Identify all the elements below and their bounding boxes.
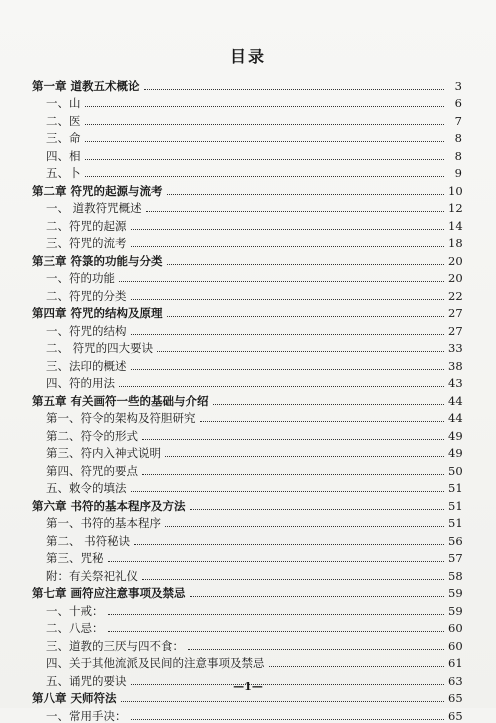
- dot-leader: [108, 630, 445, 632]
- toc-page-number: 60: [448, 621, 463, 635]
- toc-page-number: 61: [448, 656, 463, 670]
- dot-leader: [188, 648, 444, 650]
- toc-entry-title: 第六章 书符的基本程序及方法: [32, 498, 186, 513]
- toc-page-number: 44: [448, 411, 463, 425]
- toc-page-number: 27: [448, 306, 463, 320]
- toc-page-number: 22: [448, 288, 463, 303]
- toc-section-row: [32, 460, 462, 478]
- toc-entry-title: 三、命: [46, 131, 81, 145]
- toc-entry-title: 二、八忌：: [46, 621, 104, 635]
- toc-page-number: 51: [448, 516, 463, 530]
- toc-section-row: [32, 408, 462, 426]
- toc-chapter-row: [32, 250, 462, 268]
- toc-chapter-row: [32, 583, 462, 601]
- dot-leader: [85, 158, 445, 160]
- dot-leader: [108, 560, 445, 562]
- dot-leader: [131, 298, 445, 300]
- toc-entry-title: 三、道教的三厌与四不食：: [46, 638, 184, 653]
- dot-leader: [131, 490, 445, 492]
- toc-page-number: 9: [454, 166, 462, 180]
- dot-leader: [165, 455, 444, 457]
- toc-chapter-row: [32, 75, 462, 93]
- dot-leader: [142, 578, 444, 580]
- toc-page-number: 63: [448, 673, 463, 688]
- toc-entry-title: 四、相: [46, 148, 81, 163]
- toc-entry-title: 第四章 符咒的结构及原理: [32, 306, 163, 320]
- toc-page-number: 60: [448, 638, 463, 653]
- toc-section-row: [32, 215, 462, 233]
- toc-section-row: [32, 285, 462, 303]
- toc-entry-title: 第三章 符箓的功能与分类: [32, 253, 163, 268]
- toc-page-number: 12: [448, 201, 463, 215]
- toc-page-number: 14: [448, 218, 463, 233]
- toc-page-number: 65: [448, 691, 463, 705]
- dot-leader: [213, 403, 444, 405]
- toc-entry-title: 五、诵咒的要诀: [46, 673, 127, 688]
- toc-section-row: [32, 443, 462, 461]
- toc-section-row: [32, 513, 462, 531]
- toc-page-number: 3: [454, 78, 462, 93]
- toc-entry-title: 一、山: [46, 96, 81, 110]
- toc-entry-title: 第四、符咒的要点: [46, 463, 138, 478]
- toc-entry-title: 三、法印的概述: [46, 358, 127, 373]
- toc-chapter-row: [32, 390, 462, 408]
- toc-section-row: [32, 653, 462, 671]
- dot-leader: [190, 595, 444, 597]
- toc-entry-title: 第一、符令的架构及符胆研究: [46, 411, 196, 425]
- toc-page-number: 44: [448, 393, 463, 408]
- toc-entry-title: 一、 道教符咒概述: [46, 201, 142, 215]
- dot-leader: [131, 368, 445, 370]
- toc-section-row: [32, 635, 462, 653]
- toc-page-number: 7: [454, 113, 462, 128]
- toc-page-number: 6: [454, 96, 462, 110]
- page-number-footer: —1—: [233, 680, 263, 693]
- toc-entry-title: 第三、咒秘: [46, 551, 104, 565]
- toc-section-row: [32, 233, 462, 251]
- toc-page-number: 49: [448, 428, 463, 443]
- dot-leader: [146, 210, 444, 212]
- toc-page-number: 58: [448, 568, 463, 583]
- toc-entry-title: 一、符的功能: [46, 271, 115, 285]
- toc-page-number: 51: [448, 481, 463, 495]
- dot-leader: [131, 333, 445, 335]
- toc-entry-title: 一、符咒的结构: [46, 323, 127, 338]
- dot-leader: [200, 420, 445, 422]
- toc-entry-title: 第二章 符咒的起源与流考: [32, 183, 163, 198]
- toc-page-number: 49: [448, 446, 463, 460]
- toc-page-number: 59: [448, 586, 463, 600]
- toc-entry-title: 第二、符令的形式: [46, 428, 138, 443]
- toc-section-row: [32, 618, 462, 636]
- toc-page-number: 65: [448, 708, 463, 723]
- dot-leader: [119, 385, 444, 387]
- dot-leader: [167, 263, 444, 265]
- dot-leader: [131, 718, 445, 720]
- toc-page-number: 59: [448, 603, 463, 618]
- toc-section-row: [32, 355, 462, 373]
- dot-leader: [144, 88, 444, 90]
- dot-leader: [165, 525, 444, 527]
- dot-leader: [85, 140, 445, 142]
- toc-section-row: [32, 198, 462, 216]
- toc-entry-title: 五、敕令的填法: [46, 481, 127, 495]
- toc-entry-title: 二、符咒的起源: [46, 218, 127, 233]
- toc-section-row: [32, 268, 462, 286]
- toc-entry-title: 第二、 书符秘诀: [46, 533, 131, 548]
- toc-entry-title: 附：有关祭祀礼仪: [46, 568, 138, 583]
- dot-leader: [167, 193, 444, 195]
- toc-section-row: [32, 320, 462, 338]
- toc-page-number: 8: [454, 148, 462, 163]
- toc-page-number: 43: [448, 376, 463, 390]
- dot-leader: [142, 473, 444, 475]
- toc-entry-title: 第七章 画符应注意事项及禁忌: [32, 586, 186, 600]
- toc-section-row: [32, 600, 462, 618]
- dot-leader: [108, 613, 445, 615]
- toc-page-number: 18: [448, 236, 463, 250]
- dot-leader: [167, 315, 444, 317]
- dot-leader: [269, 665, 445, 667]
- toc-section-row: [32, 548, 462, 566]
- toc-section-row: [32, 93, 462, 111]
- toc-section-row: [32, 373, 462, 391]
- toc-section-row: [32, 163, 462, 181]
- toc-page-number: 51: [448, 498, 463, 513]
- page-title: 目录: [229, 47, 266, 66]
- toc-section-row: [32, 478, 462, 496]
- dot-leader: [119, 280, 444, 282]
- toc-page-number: 10: [448, 183, 463, 198]
- toc-entry-title: 五、卜: [46, 166, 81, 180]
- toc-section-row: [32, 128, 462, 146]
- toc-entry-title: 四、关于其他流派及民间的注意事项及禁忌: [46, 656, 265, 670]
- toc-page-number: 20: [448, 253, 463, 268]
- dot-leader: [85, 175, 445, 177]
- toc-section-row: [32, 425, 462, 443]
- toc-page-number: 56: [448, 533, 463, 548]
- toc-chapter-row: [32, 303, 462, 321]
- toc-entry-title: 第五章 有关画符一些的基础与介绍: [32, 393, 209, 408]
- toc-page-number: 57: [448, 551, 463, 565]
- toc-entry-title: 三、符咒的流考: [46, 236, 127, 250]
- dot-leader: [190, 508, 444, 510]
- toc-page-number: 38: [448, 358, 463, 373]
- toc-chapter-row: [32, 180, 462, 198]
- toc-section-row: [32, 530, 462, 548]
- toc-page-number: 33: [448, 341, 463, 355]
- toc-entry-title: 第三、符内入神式说明: [46, 446, 161, 460]
- toc-section-row: [32, 338, 462, 356]
- toc-entry-title: 一、常用手决：: [46, 708, 127, 723]
- dot-leader: [131, 228, 445, 230]
- toc-page-number: 50: [448, 463, 463, 478]
- dot-leader: [85, 105, 445, 107]
- dot-leader: [121, 700, 444, 702]
- toc-entry-title: 第一章 道教五术概论: [32, 78, 140, 93]
- toc-section-row: [32, 565, 462, 583]
- table-of-contents: [32, 75, 462, 723]
- dot-leader: [134, 543, 444, 545]
- toc-page-number: 27: [448, 323, 463, 338]
- toc-page-number: 20: [448, 271, 463, 285]
- toc-entry-title: 二、医: [46, 113, 81, 128]
- dot-leader: [157, 350, 444, 352]
- toc-entry-title: 二、符咒的分类: [46, 288, 127, 303]
- toc-section-row: [32, 145, 462, 163]
- toc-entry-title: 第八章 天师符法: [32, 691, 117, 705]
- toc-section-row: [32, 110, 462, 128]
- toc-entry-title: 第一、书符的基本程序: [46, 516, 161, 530]
- dot-leader: [85, 123, 445, 125]
- toc-entry-title: 四、符的用法: [46, 376, 115, 390]
- dot-leader: [131, 245, 445, 247]
- toc-chapter-row: [32, 495, 462, 513]
- dot-leader: [142, 438, 444, 440]
- toc-entry-title: 二、 符咒的四大要诀: [46, 341, 154, 355]
- toc-entry-title: 一、十戒：: [46, 603, 104, 618]
- toc-page-number: 8: [454, 131, 462, 145]
